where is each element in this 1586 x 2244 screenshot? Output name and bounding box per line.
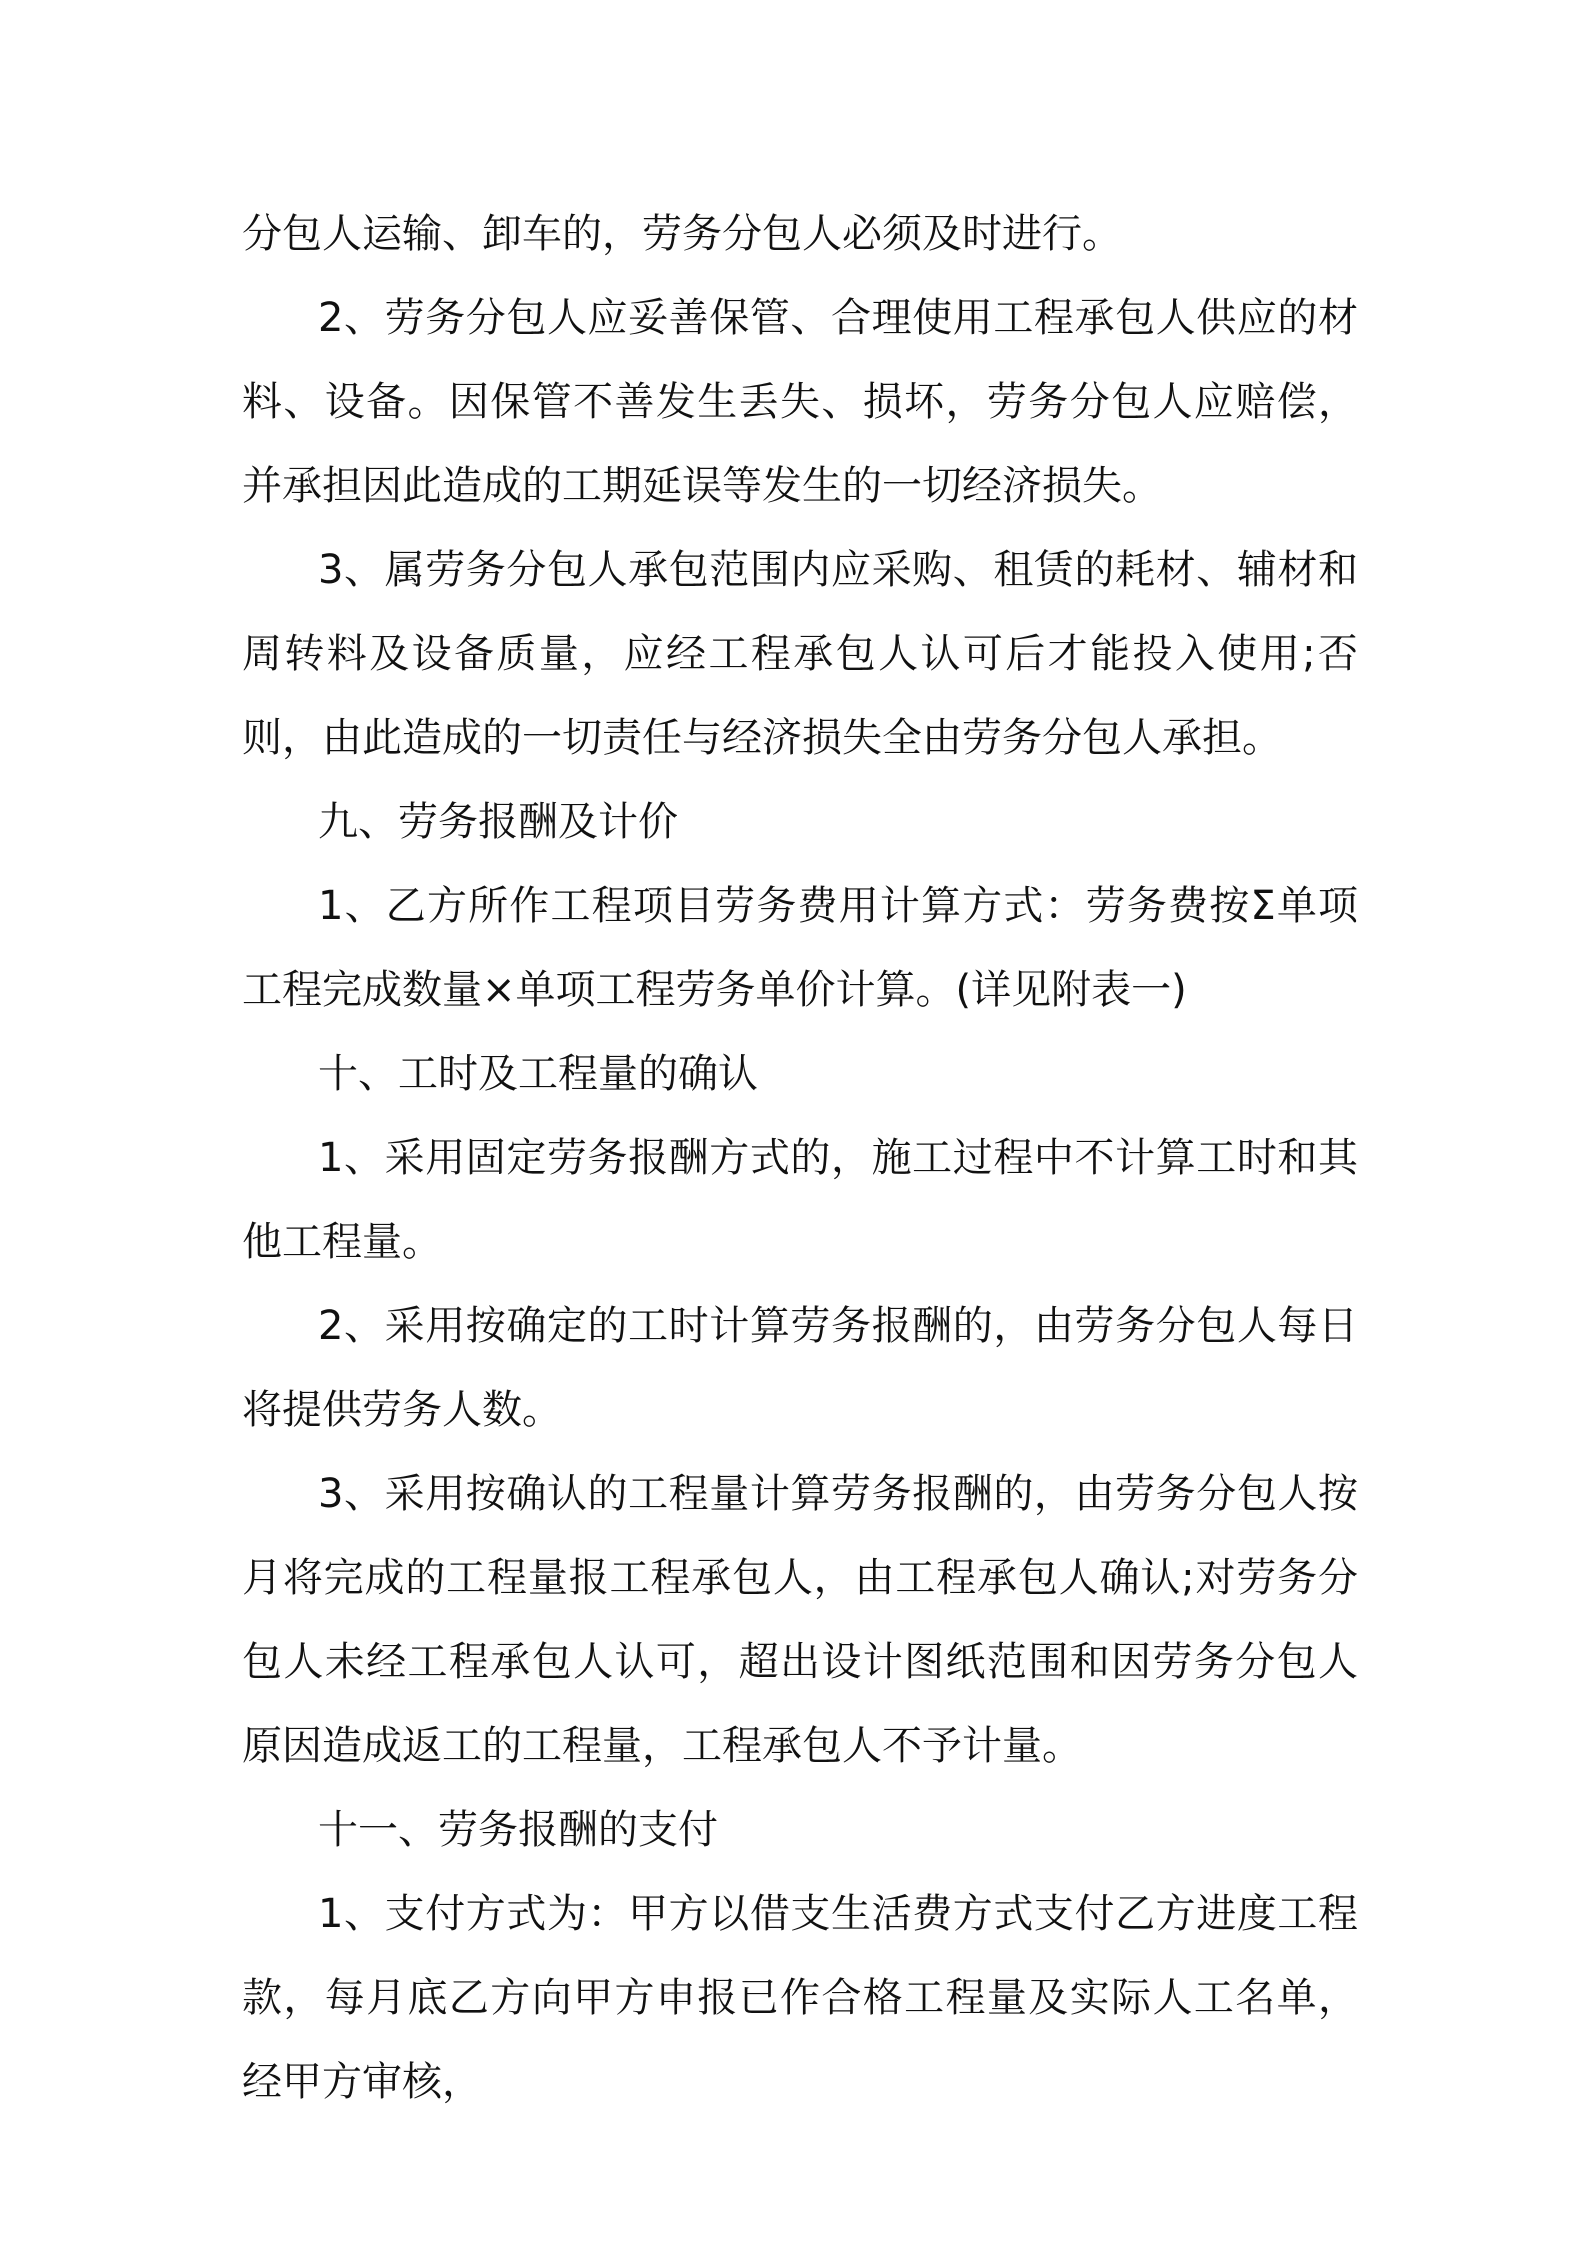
- document-body: [242, 192, 1358, 2124]
- paragraph-clause-9-1: 1、乙方所作工程项目劳务费用计算方式：劳务费按Σ单项工程完成数量×单项工程劳务单价计算。(详见附表一): [242, 883, 1358, 1013]
- paragraph-clause-3-consumables: 3、属劳务分包人承包范围内应采购、租赁的耗材、辅材和周转料及设备质量，应经工程承包人认可后才能投入使用;否则，由此造成的一切责任与经济损失全由劳务分包人承担。: [242, 547, 1358, 761]
- paragraph-clause-10-2: 2、采用按确定的工时计算劳务报酬的，由劳务分包人每日将提供劳务人数。: [242, 1303, 1358, 1433]
- section-heading-9: 九、劳务报酬及计价: [318, 799, 678, 845]
- paragraph-clause-10-3: 3、采用按确认的工程量计算劳务报酬的，由劳务分包人按月将完成的工程量报工程承包人，由工程承包人确认;对劳务分包人未经工程承包人认可，超出设计图纸范围和因劳务分包人原因造成返工的工程量，工程承包人不予计量。: [242, 1471, 1358, 1769]
- section-heading-10: 十、工时及工程量的确认: [318, 1051, 758, 1097]
- paragraph-clause-10-1: 1、采用固定劳务报酬方式的，施工过程中不计算工时和其他工程量。: [242, 1135, 1358, 1265]
- paragraph-continuation: 分包人运输、卸车的，劳务分包人必须及时进行。: [242, 211, 1122, 257]
- paragraph-clause-2-materials: 2、劳务分包人应妥善保管、合理使用工程承包人供应的材料、设备。因保管不善发生丢失、损坏，劳务分包人应赔偿，并承担因此造成的工期延误等发生的一切经济损失。: [242, 295, 1358, 509]
- section-heading-11: 十一、劳务报酬的支付: [318, 1807, 718, 1853]
- paragraph-clause-11-1: 1、支付方式为：甲方以借支生活费方式支付乙方进度工程款，每月底乙方向甲方申报已作合格工程量及实际人工名单，经甲方审核，: [242, 1891, 1358, 2105]
